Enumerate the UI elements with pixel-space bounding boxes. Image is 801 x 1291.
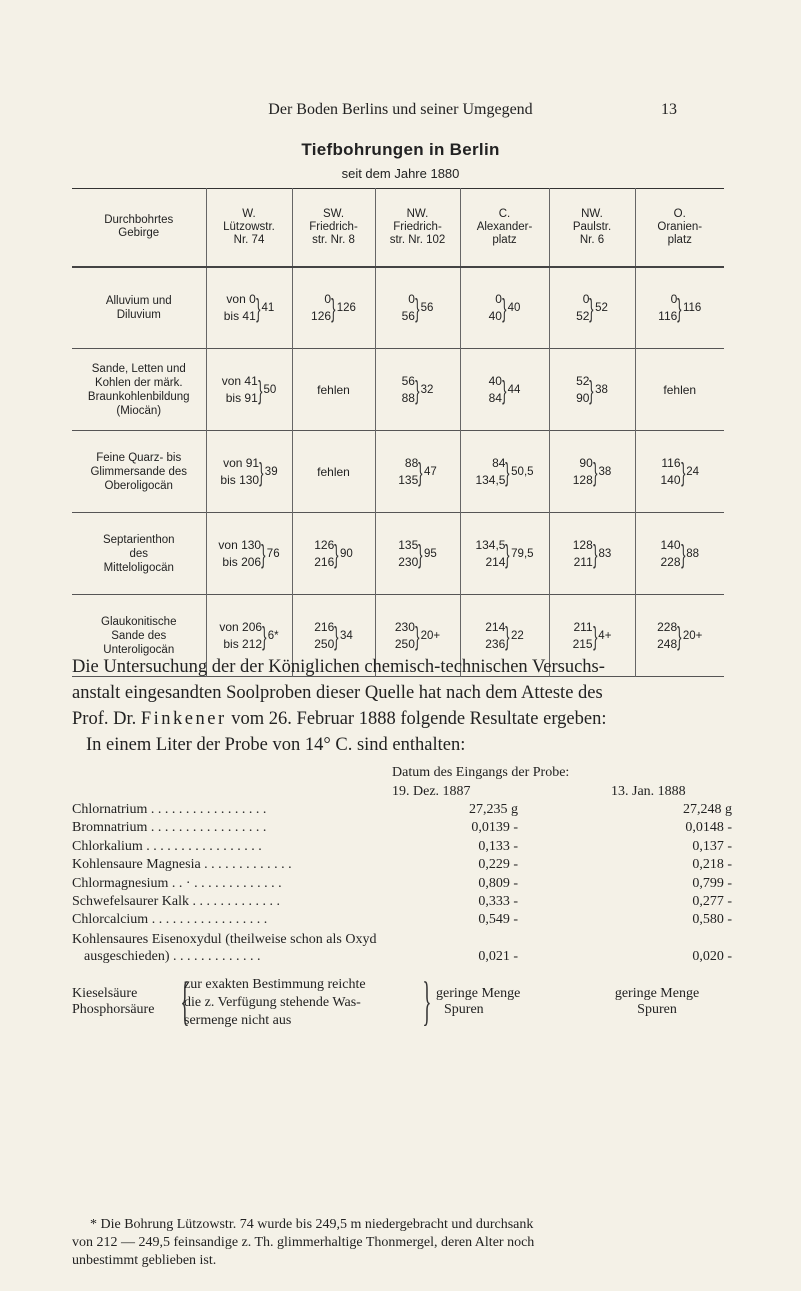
column-header-3: NW. Friedrich- str. Nr. 102 xyxy=(375,189,460,267)
stratum-label: Septarienthon des Mitteloligocän xyxy=(102,533,175,574)
depth-range xyxy=(573,619,612,653)
depth-to: 230 xyxy=(398,554,419,569)
stratum-label: Sande, Letten und Kohlen der märk. Braunkohlenbildung (Miocän) xyxy=(87,362,190,417)
depth-range xyxy=(475,537,533,571)
depth-cell xyxy=(375,349,460,431)
date-header-label: Datum des Eingangs der Probe: xyxy=(392,765,570,780)
depth-to: 56 xyxy=(401,308,415,323)
date-2: 13. Jan. 1888 xyxy=(611,784,686,799)
depth-range xyxy=(660,537,699,571)
depth-to: 126 xyxy=(311,308,332,323)
thickness-value: 44 xyxy=(507,383,521,396)
brace-glyph: } xyxy=(418,538,423,569)
brace-glyph: } xyxy=(680,538,686,569)
depth-cell xyxy=(635,349,724,431)
acid-block xyxy=(72,971,752,1032)
para-line-3-b: vom 26. Februar 1888 folgende Resultate ergeben: xyxy=(226,709,607,729)
depth-to: 90 xyxy=(576,390,590,405)
table-body xyxy=(72,267,724,677)
value-jan-1888: 0,0148 - xyxy=(685,820,732,836)
thickness-value: 76 xyxy=(266,547,280,560)
brace-glyph: } xyxy=(592,620,598,651)
depth-from: 216 xyxy=(314,619,335,634)
brace-glyph: } xyxy=(680,456,686,487)
depth-to: 250 xyxy=(314,636,335,651)
depth-from: 128 xyxy=(572,537,593,552)
footnote-line-3: unbestimmt geblieben ist. xyxy=(72,1253,217,1268)
depth-range xyxy=(222,373,277,407)
brace-glyph: } xyxy=(505,456,510,487)
brace-glyph: } xyxy=(415,292,420,323)
depth-bounds xyxy=(398,537,418,571)
thickness-value: 20+ xyxy=(420,629,441,642)
depth-from: 228 xyxy=(657,619,678,634)
depth-cell xyxy=(549,349,635,431)
value-jan-1888: 0,277 - xyxy=(692,894,732,909)
depth-bounds xyxy=(489,373,502,407)
depth-from: 56 xyxy=(401,373,415,388)
stratum-label: Feine Quarz- bis Glimmersande des Oberoligocän xyxy=(90,451,187,492)
depth-bounds xyxy=(220,455,259,489)
page-number: 13 xyxy=(661,101,677,118)
column-header-6: O. Oranien- platz xyxy=(635,189,724,267)
depth-to: bis 130 xyxy=(220,472,260,487)
thickness-value: 22 xyxy=(510,629,524,642)
depth-bounds xyxy=(475,455,505,489)
acid-note-3: sermenge nicht aus xyxy=(184,1013,292,1028)
depth-bounds xyxy=(402,373,415,407)
left-brace: { xyxy=(180,971,190,1031)
depth-from: 135 xyxy=(398,537,419,552)
thickness-value: 40 xyxy=(507,301,521,314)
para-line-3-a: Prof. Dr. xyxy=(72,709,141,729)
value-dec-1887: 0,809 - xyxy=(478,875,518,891)
depth-bounds xyxy=(573,455,593,489)
brace-glyph: } xyxy=(592,538,598,569)
depth-bounds xyxy=(573,619,593,653)
value-jan-1888: 0,218 - xyxy=(692,857,732,873)
depth-range xyxy=(402,291,434,325)
depth-to: 214 xyxy=(485,554,506,569)
depth-cell xyxy=(549,267,635,349)
depth-from: 0 xyxy=(324,291,332,306)
depth-bounds xyxy=(485,619,505,653)
depth-from: 40 xyxy=(488,373,502,388)
column-header-4: C. Alexander- platz xyxy=(460,189,549,267)
para-line-4: In einem Liter der Probe von 14° C. sind enthalten: xyxy=(86,735,466,755)
table-title: Tiefbohrungen in Berlin xyxy=(301,140,500,159)
depth-cell xyxy=(375,267,460,349)
depth-range xyxy=(224,291,275,325)
analysis-row xyxy=(72,912,732,930)
acid-result-2-b: Spuren xyxy=(637,1002,677,1017)
table-row xyxy=(72,349,724,431)
depth-to: 135 xyxy=(398,472,419,487)
depth-from: 0 xyxy=(408,291,415,306)
depth-to: bis 41 xyxy=(223,308,256,323)
value-jan-1888: 27,248 g xyxy=(683,802,732,817)
depth-range xyxy=(573,455,612,489)
depth-to: 134,5 xyxy=(475,472,506,487)
thickness-value: 116 xyxy=(682,301,702,314)
depth-range xyxy=(489,373,521,407)
depth-range xyxy=(657,619,702,653)
thickness-value: 52 xyxy=(595,301,608,314)
brace-glyph: } xyxy=(592,456,598,487)
acid-result-1-b: Spuren xyxy=(444,1002,484,1017)
depth-from: 52 xyxy=(576,373,590,388)
acid-result-1 xyxy=(436,986,520,1018)
depth-bounds xyxy=(398,455,418,489)
thickness-value: 34 xyxy=(339,629,353,642)
table-row xyxy=(72,431,724,513)
para-line-1: Die Untersuchung der der Königlichen chemisch-technischen Versuchs- xyxy=(72,657,605,677)
depth-from: 84 xyxy=(492,455,506,470)
intro-paragraph xyxy=(72,654,724,758)
thickness-value: 32 xyxy=(420,383,434,396)
value-dec-1887: 27,235 g xyxy=(469,802,518,817)
substance-label: Schwefelsaurer Kalk . . . . . . . . . . . . . xyxy=(72,894,281,909)
depth-range xyxy=(314,619,353,653)
depth-from: 0 xyxy=(582,291,590,306)
running-title: Der Boden Berlins und seiner Umgegend xyxy=(268,101,533,118)
acid-note xyxy=(184,976,366,1030)
depth-range xyxy=(660,455,699,489)
depth-range xyxy=(402,373,434,407)
eisen-label: ausgeschieden) . . . . . . . . . . . . . xyxy=(84,949,261,964)
depth-cell xyxy=(292,349,375,431)
value-dec-1887: 0,0139 - xyxy=(471,820,518,836)
depth-from: von 41 xyxy=(221,373,258,388)
depth-to: 84 xyxy=(488,390,502,405)
depth-range xyxy=(489,291,521,325)
brace-glyph: } xyxy=(261,538,266,569)
missing-label: fehlen xyxy=(663,382,697,397)
depth-range xyxy=(475,455,533,489)
depth-bounds xyxy=(576,291,589,325)
right-brace: } xyxy=(422,971,432,1031)
brace-glyph: } xyxy=(334,620,339,651)
depth-range xyxy=(311,291,356,325)
brace-glyph: } xyxy=(677,620,682,651)
thickness-value: 38 xyxy=(598,465,612,478)
thickness-value: 38 xyxy=(595,383,608,396)
depth-from: von 130 xyxy=(218,537,262,552)
brace-glyph: } xyxy=(259,456,264,487)
thickness-value: 39 xyxy=(264,465,278,478)
depth-from: 116 xyxy=(661,455,681,470)
eisen-line-1: Kohlensaures Eisenoxydul (theilweise schon als Oxyd xyxy=(72,932,377,947)
depth-to: 116 xyxy=(658,308,678,323)
depth-cell xyxy=(635,267,724,349)
depth-cell xyxy=(292,267,375,349)
brace-glyph: } xyxy=(415,374,420,405)
analysis-row xyxy=(72,894,732,912)
thickness-value: 56 xyxy=(420,301,434,314)
thickness-value: 47 xyxy=(423,465,437,478)
depth-from: 230 xyxy=(394,619,415,634)
footnote-line-1: * Die Bohrung Lützowstr. 74 wurde bis 249,5 m niedergebracht und durchsank xyxy=(90,1217,534,1232)
depth-to: 128 xyxy=(572,472,593,487)
depth-cell xyxy=(549,431,635,513)
depth-cell xyxy=(460,431,549,513)
depth-range xyxy=(576,373,608,407)
depth-cell xyxy=(375,431,460,513)
substance-label: Chlornatrium . . . . . . . . . . . . . . . . . xyxy=(72,802,267,817)
depth-bounds xyxy=(224,291,256,325)
depth-to: 215 xyxy=(572,636,593,651)
depth-bounds xyxy=(658,291,677,325)
depth-range xyxy=(314,537,353,571)
depth-to: 250 xyxy=(394,636,415,651)
brace-glyph: } xyxy=(589,374,594,405)
thickness-value: 4+ xyxy=(598,629,612,642)
depth-range xyxy=(576,291,608,325)
depth-from: 88 xyxy=(404,455,419,470)
depth-to: 40 xyxy=(488,308,502,323)
depth-range xyxy=(395,619,440,653)
depth-to: 211 xyxy=(573,554,593,569)
depth-cell xyxy=(460,267,549,349)
depth-bounds xyxy=(402,291,415,325)
column-header-1: W. Lützowstr. Nr. 74 xyxy=(206,189,292,267)
thickness-value: 6* xyxy=(267,629,279,642)
table-header-row xyxy=(72,189,724,267)
depth-bounds xyxy=(314,537,334,571)
table-row xyxy=(72,513,724,595)
depth-range xyxy=(398,537,437,571)
depth-cell xyxy=(292,431,375,513)
depth-range xyxy=(573,537,612,571)
depth-range xyxy=(219,619,278,653)
depth-range xyxy=(658,291,701,325)
depth-range xyxy=(485,619,524,653)
depth-cell xyxy=(292,513,375,595)
depth-to: 88 xyxy=(401,390,415,405)
eisen-value-2: 0,020 - xyxy=(692,949,732,964)
depth-to: bis 212 xyxy=(223,636,263,651)
depth-range xyxy=(218,537,279,571)
depth-to: bis 206 xyxy=(222,554,262,569)
depth-from: von 91 xyxy=(223,455,260,470)
depth-bounds xyxy=(660,537,680,571)
analysis-row xyxy=(72,839,732,857)
value-dec-1887: 0,133 - xyxy=(478,838,518,854)
value-jan-1888: 0,799 - xyxy=(692,875,732,891)
depth-cell xyxy=(460,349,549,431)
thickness-value: 41 xyxy=(261,301,275,314)
table-subtitle: seit dem Jahre 1880 xyxy=(341,166,460,181)
brace-glyph: } xyxy=(334,538,339,569)
depth-cell xyxy=(206,349,292,431)
analysis-row xyxy=(72,820,732,838)
depth-from: 0 xyxy=(670,291,678,306)
acid-note-1: zur exakten Bestimmung reichte xyxy=(184,977,366,992)
depth-bounds xyxy=(573,537,593,571)
eisen-value-1: 0,021 - xyxy=(478,949,518,964)
acid-labels xyxy=(72,986,154,1018)
depth-to: 236 xyxy=(485,636,506,651)
thickness-value: 50,5 xyxy=(511,465,534,478)
brace-glyph: } xyxy=(415,620,420,651)
thickness-value: 88 xyxy=(686,547,699,560)
depth-bounds xyxy=(475,537,505,571)
thickness-value: 79,5 xyxy=(511,547,534,560)
thickness-value: 90 xyxy=(339,547,353,560)
depth-cell xyxy=(375,513,460,595)
depth-to: bis 91 xyxy=(225,390,258,405)
substance-label: Chlorkalium . . . . . . . . . . . . . . . . . xyxy=(72,838,262,854)
phosphorsaeure-label: Phosphorsäure xyxy=(72,1002,155,1017)
brace-glyph: } xyxy=(331,292,336,323)
substance-label: Chlorcalcium . . . . . . . . . . . . . . . . . xyxy=(72,912,268,928)
acid-result-1-a: geringe Menge xyxy=(436,986,521,1001)
depth-from: 214 xyxy=(485,619,506,634)
depth-to: 216 xyxy=(314,554,335,569)
thickness-value: 95 xyxy=(423,547,437,560)
value-jan-1888: 0,137 - xyxy=(692,838,732,854)
brace-glyph: } xyxy=(262,620,267,651)
depth-from: 140 xyxy=(660,537,681,552)
brace-glyph: } xyxy=(418,456,423,487)
depth-cell xyxy=(549,513,635,595)
depth-bounds xyxy=(218,537,261,571)
analysis-row xyxy=(72,876,732,894)
depth-bounds xyxy=(219,619,262,653)
depth-bounds xyxy=(222,373,258,407)
depth-cell xyxy=(206,513,292,595)
analysis-row xyxy=(72,802,732,820)
brace-glyph: } xyxy=(589,292,594,323)
brace-glyph: } xyxy=(502,292,507,323)
acid-note-2: die z. Verfügung stehende Was- xyxy=(184,995,361,1010)
depth-from: 126 xyxy=(314,537,335,552)
depth-bounds xyxy=(657,619,677,653)
thickness-value: 20+ xyxy=(682,629,703,642)
depth-bounds xyxy=(576,373,589,407)
footnote xyxy=(72,1216,728,1270)
acid-result-2-a: geringe Menge xyxy=(614,986,700,1001)
table-row xyxy=(72,267,724,349)
value-dec-1887: 0,229 - xyxy=(478,857,518,873)
depth-bounds xyxy=(660,455,680,489)
brace-glyph: } xyxy=(677,292,682,323)
eisen-row xyxy=(72,949,732,967)
depth-from: 211 xyxy=(573,619,593,634)
thickness-value: 24 xyxy=(686,465,699,478)
stratum-label: Glaukonitische Sande des Unteroligocän xyxy=(101,615,177,656)
depth-bounds xyxy=(395,619,415,653)
substance-label: Kohlensaure Magnesia . . . . . . . . . . . . . xyxy=(72,857,292,873)
depth-from: von 206 xyxy=(219,619,263,634)
value-jan-1888: 0,580 - xyxy=(692,912,732,928)
substance-label: Chlormagnesium . . · . . . . . . . . . . . . . xyxy=(72,875,282,891)
depth-cell xyxy=(635,431,724,513)
depth-bounds xyxy=(314,619,334,653)
acid-result-2 xyxy=(592,986,722,1018)
depth-cell xyxy=(635,513,724,595)
missing-label: fehlen xyxy=(317,464,350,479)
depth-bounds xyxy=(489,291,502,325)
depth-bounds xyxy=(311,291,331,325)
depth-range xyxy=(220,455,277,489)
depth-from: 90 xyxy=(579,455,593,470)
missing-label: fehlen xyxy=(317,382,350,397)
brace-glyph: } xyxy=(257,374,263,405)
depth-from: von 0 xyxy=(226,291,256,306)
brace-glyph: } xyxy=(505,620,510,651)
depth-from: 0 xyxy=(495,291,502,306)
brace-glyph: } xyxy=(502,374,507,405)
depth-cell xyxy=(206,431,292,513)
depth-to: 52 xyxy=(576,308,590,323)
depth-from: 134,5 xyxy=(475,537,506,552)
thickness-value: 126 xyxy=(336,301,356,314)
depth-to: 140 xyxy=(660,472,681,487)
para-line-3 xyxy=(72,706,724,732)
depth-cell xyxy=(460,513,549,595)
substance-label: Bromnatrium . . . . . . . . . . . . . . . . . xyxy=(72,820,267,836)
column-header-2: SW. Friedrich- str. Nr. 8 xyxy=(292,189,375,267)
boreholes-table xyxy=(72,188,724,677)
depth-cell xyxy=(206,267,292,349)
date-1: 19. Dez. 1887 xyxy=(392,784,471,799)
para-line-2: anstalt eingesandten Soolproben dieser Quelle hat nach dem Atteste des xyxy=(72,683,603,703)
value-dec-1887: 0,549 - xyxy=(478,912,518,928)
brace-glyph: } xyxy=(505,538,510,569)
person-name: Finkener xyxy=(140,709,227,729)
brace-glyph: } xyxy=(255,292,261,323)
thickness-value: 83 xyxy=(598,547,612,560)
thickness-value: 50 xyxy=(263,383,277,396)
column-header-0: Durchbohrtes Gebirge xyxy=(104,214,174,240)
column-header-5: NW. Paulstr. Nr. 6 xyxy=(549,189,635,267)
depth-to: 248 xyxy=(657,636,678,651)
analysis-row xyxy=(72,857,732,875)
stratum-label: Alluvium und Diluvium xyxy=(105,294,172,321)
kieselsaeure-label: Kieselsäure xyxy=(72,986,138,1001)
value-dec-1887: 0,333 - xyxy=(478,894,518,909)
footnote-line-2: von 212 — 249,5 feinsandige z. Th. glimmerhaltige Thonmergel, deren Alter noch xyxy=(72,1235,535,1250)
depth-to: 228 xyxy=(660,554,681,569)
depth-range xyxy=(398,455,437,489)
